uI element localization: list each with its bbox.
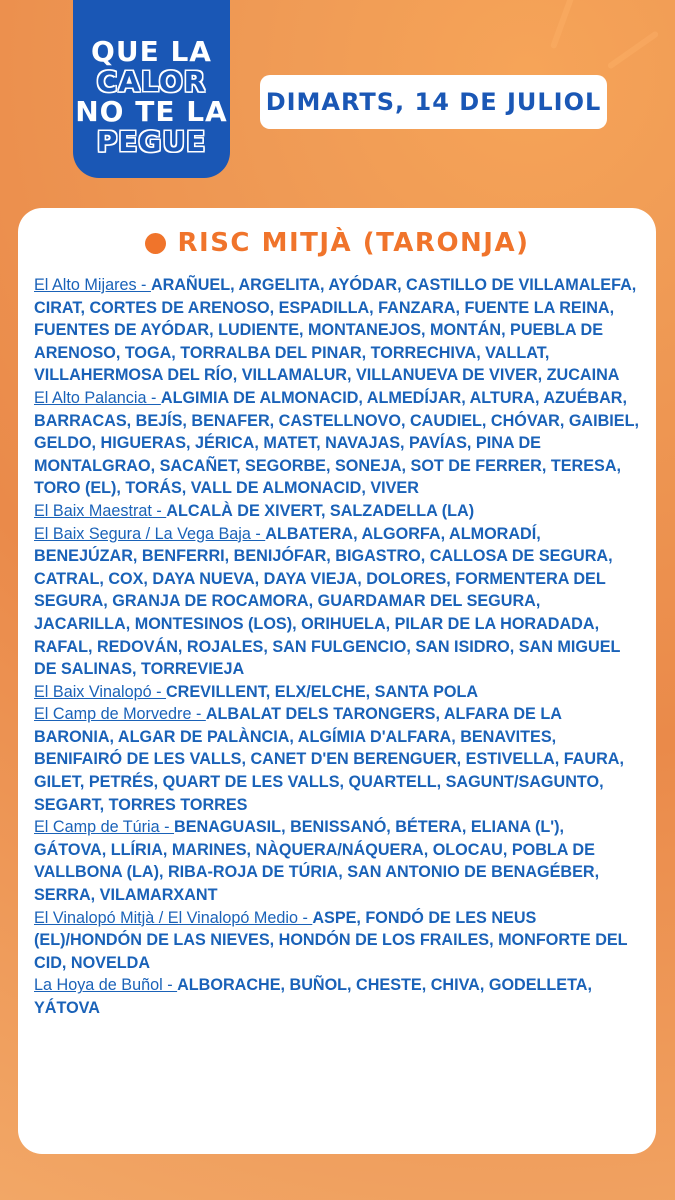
risk-card bbox=[18, 208, 656, 1154]
orange-dot-icon bbox=[145, 233, 166, 254]
region-list bbox=[34, 274, 640, 1020]
risk-level-label: RISC MITJÀ (TARONJA) bbox=[177, 228, 530, 258]
region-towns: ALBATERA, ALGORFA, ALMORADÍ, BENEJÚZAR, BENFERRI, BENIJÓFAR, BIGASTRO, CALLOSA DE SEGURA, CATRAL, COX, DAYA NUEVA, DAYA VIEJA, DOLORES, FORMENTERA DEL SEGURA, GRANJA DE ROCAMORA, GUARDAMAR DEL SEGURA, JACARILLA, MONTESINOS (LOS), ORIHUELA, PILAR DE LA HORADADA, RAFAL, REDOVÁN, ROJALES, SAN FULGENCIO, SAN ISIDRO, SAN MIGUEL DE SALINAS, TORREVIEJA bbox=[34, 524, 621, 679]
sun-ray-decoration bbox=[607, 30, 660, 69]
region-name-link[interactable]: El Camp de Túria - bbox=[34, 818, 175, 837]
region-entry bbox=[34, 703, 640, 816]
region-towns: ALGIMIA DE ALMONACID, ALMEDÍJAR, ALTURA, AZUÉBAR, BARRACAS, BEJÍS, BENAFER, CASTELLNOVO, CAUDIEL, CHÓVAR, GAIBIEL, GELDO, HIGUERAS, JÉRICA, MATET, NAVAJAS, PAVÍAS, PINA DE MONTALGRAO, SACAÑET, SEGORBE, SONEJA, SOT DE FERRER, TERESA, TORO (EL), TORÁS, VALL DE ALMONACID, VIVER bbox=[34, 388, 639, 498]
region-towns: ALBORACHE, BUÑOL, CHESTE, CHIVA, GODELLETA, YÁTOVA bbox=[34, 976, 592, 1017]
region-entry bbox=[34, 907, 640, 975]
region-entry bbox=[34, 523, 640, 681]
region-towns: BENAGUASIL, BENISSANÓ, BÉTERA, ELIANA (L'), GÁTOVA, LLÍRIA, MARINES, NÀQUERA/NÁQUERA, OLOCAU, POBLA DE VALLBONA (LA), RIBA-ROJA DE TÚRIA, SAN ANTONIO DE BENAGÉBER, SERRA, VILAMARXANT bbox=[34, 818, 600, 905]
campaign-logo bbox=[73, 0, 230, 178]
region-towns: ALCALÀ DE XIVERT, SALZADELLA (LA) bbox=[166, 501, 475, 520]
sun-ray-decoration bbox=[550, 0, 576, 49]
logo-line: CALOR bbox=[96, 65, 207, 98]
region-towns: ARAÑUEL, ARGELITA, AYÓDAR, CASTILLO DE VILLAMALEFA, CIRAT, CORTES DE ARENOSO, ESPADILLA, FANZARA, FUENTE LA REINA, FUENTES DE AYÓDAR, LUDIENTE, MONTANEJOS, MONTÁN, PUEBLA DE ARENOSO, TOGA, TORRALBA DEL PINAR, TORRECHIVA, VALLAT, VILLAHERMOSA DEL RÍO, VILLAMALUR, VILLANUEVA DE VIVER, ZUCAINA bbox=[34, 276, 637, 385]
region-entry bbox=[34, 974, 640, 1019]
region-name-link[interactable]: El Baix Maestrat - bbox=[34, 501, 167, 520]
region-entry bbox=[34, 816, 640, 906]
region-name-link[interactable]: La Hoya de Buñol - bbox=[34, 976, 178, 995]
region-entry bbox=[34, 500, 640, 523]
region-entry bbox=[34, 387, 640, 500]
region-name-link[interactable]: El Baix Vinalopó - bbox=[34, 682, 166, 701]
region-name-link[interactable]: El Baix Segura / La Vega Baja - bbox=[34, 524, 266, 543]
region-towns: ALBALAT DELS TARONGERS, ALFARA DE LA BARONIA, ALGAR DE PALÀNCIA, ALGÍMIA D'ALFARA, BENAVITES, BENIFAIRÓ DE LES VALLS, CANET D'EN BERENGUER, ESTIVELLA, FAURA, GILET, PETRÉS, QUART DE LES VALLS, QUARTELL, SAGUNT/SAGUNTO, SEGART, TORRES TORRES bbox=[34, 705, 624, 814]
region-name-link[interactable]: El Vinalopó Mitjà / El Vinalopó Medio - bbox=[34, 908, 313, 927]
region-entry bbox=[34, 274, 640, 387]
risk-heading bbox=[34, 220, 640, 266]
region-name-link[interactable]: El Camp de Morvedre - bbox=[34, 705, 206, 724]
logo-line: NO TE LA bbox=[75, 95, 228, 128]
logo-line: QUE LA bbox=[91, 35, 212, 68]
region-towns: CREVILLENT, ELX/ELCHE, SANTA POLA bbox=[165, 682, 479, 701]
region-name-link[interactable]: El Alto Mijares - bbox=[34, 276, 151, 294]
region-entry bbox=[34, 681, 640, 704]
date-banner bbox=[260, 75, 607, 129]
logo-line: PEGUE bbox=[96, 125, 207, 158]
region-towns: ASPE, FONDÓ DE LES NEUS (EL)/HONDÓN DE LAS NIEVES, HONDÓN DE LOS FRAILES, MONFORTE DEL CID, NOVELDA bbox=[34, 908, 628, 972]
region-name-link[interactable]: El Alto Palancia - bbox=[34, 388, 161, 407]
date-label: DIMARTS, 14 DE JULIOL bbox=[265, 88, 602, 116]
